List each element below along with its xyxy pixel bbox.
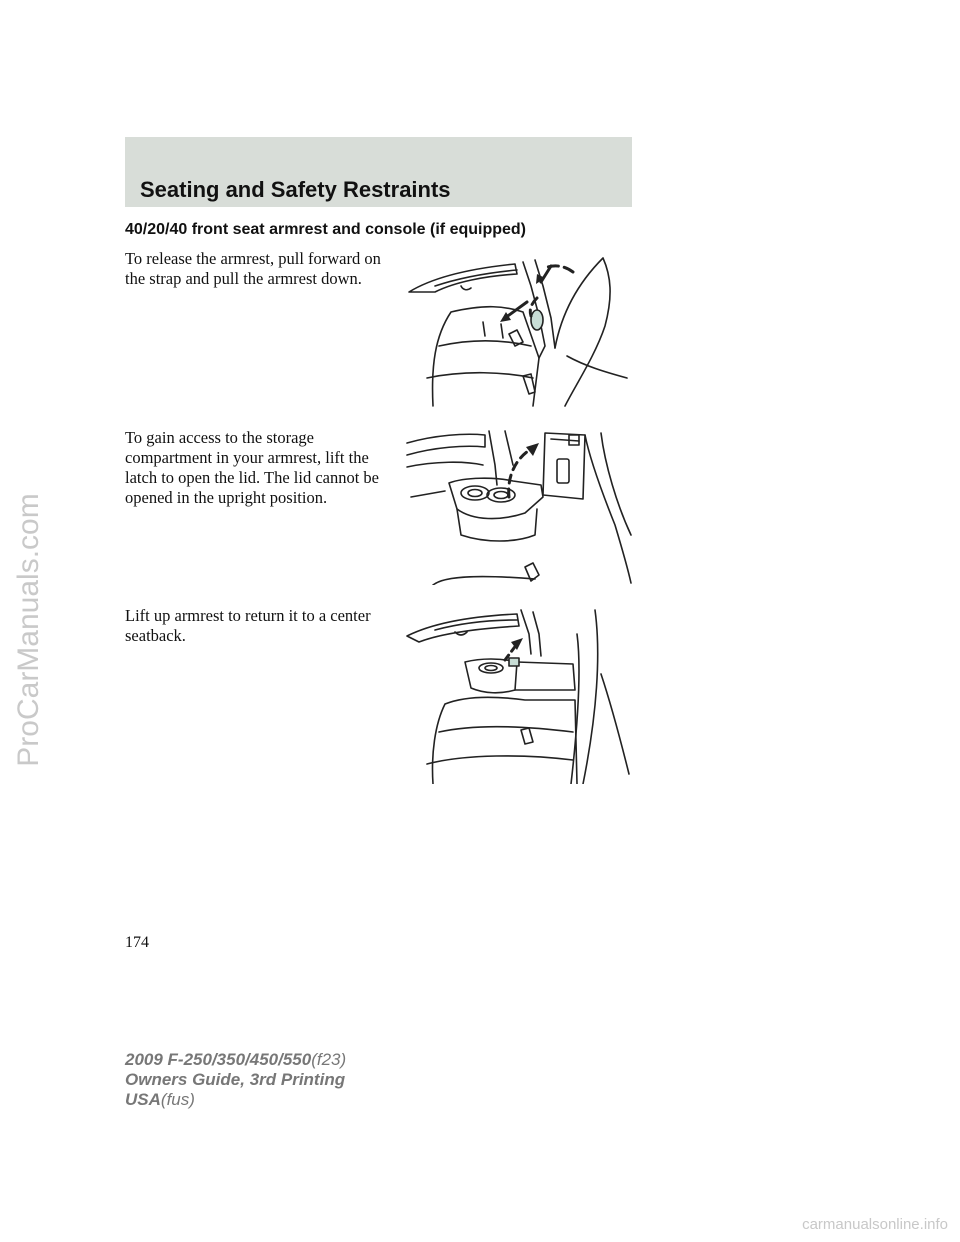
- footer-line-region: [125, 1090, 346, 1110]
- armrest-return-upright-illustration: [405, 604, 635, 784]
- corner-watermark: carmanualsonline.info: [802, 1216, 948, 1233]
- footer-line-model: [125, 1050, 346, 1070]
- footer-model: 2009 F-250/350/450/550: [125, 1050, 312, 1069]
- armrest-storage-lid-open-illustration: [405, 425, 635, 585]
- section-title: Seating and Safety Restraints: [140, 177, 451, 202]
- paragraph-release-armrest: To release the armrest, pull forward on the strap and pull the armrest down.: [125, 249, 381, 288]
- footer-region-code: (fus): [160, 1090, 195, 1109]
- side-watermark-text: ProCarManuals.com: [12, 493, 45, 767]
- footer-region: USA: [125, 1090, 161, 1109]
- paragraph-storage-access: To gain access to the storage compartment in your armrest, lift the latch to open the lid. The lid cannot be opened in the upright position.: [125, 428, 380, 507]
- footer-guide: Owners Guide, 3rd Printing: [125, 1070, 346, 1089]
- side-watermark: [4, 493, 54, 767]
- page-number: 174: [125, 934, 149, 951]
- armrest-strap-release-illustration: [405, 246, 635, 408]
- paragraph-return-seatback: Lift up armrest to return it to a center seatback.: [125, 606, 371, 645]
- footer-model-code: (f23): [311, 1050, 347, 1069]
- document-footer: [125, 1050, 346, 1110]
- subheading: 40/20/40 front seat armrest and console (if equipped): [125, 221, 526, 238]
